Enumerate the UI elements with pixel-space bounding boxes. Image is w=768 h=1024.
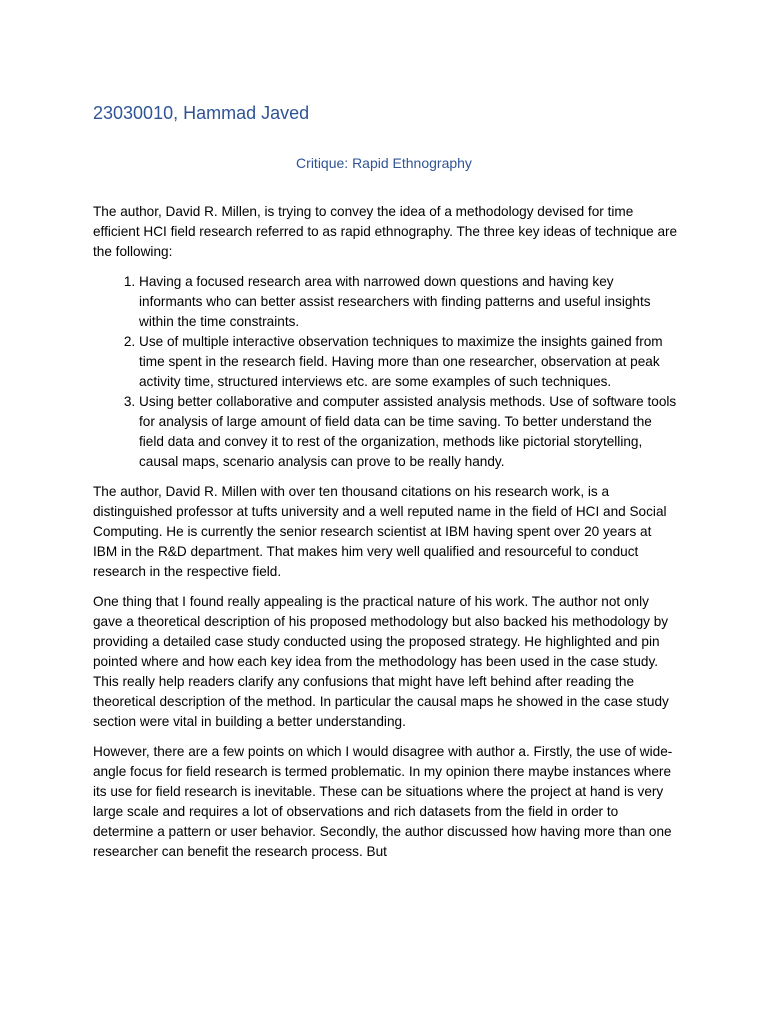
list-item: 1. Having a focused research area with narrowed down questions and having key informants who can better assist researchers with finding patterns and useful insights within the time constraints. <box>139 272 679 332</box>
list-item: 2. Use of multiple interactive observation techniques to maximize the insights gained from time spent in the research field. Having more than one researcher, observation at peak activity time, structured interviews etc. are some examples of such techniques. <box>139 332 679 392</box>
intro-paragraph: The author, David R. Millen, is trying to convey the idea of a methodology devised for time efficient HCI field research referred to as rapid ethnography. The three key ideas of technique are the following: <box>93 204 678 259</box>
key-ideas-list <box>93 272 679 472</box>
document-title: Critique: Rapid Ethnography <box>296 155 472 171</box>
appeal-paragraph: One thing that I found really appealing is the practical nature of his work. The author not only gave a theoretical description of his proposed methodology but also backed his methodology by providing a detailed case study conducted using the proposed strategy. He highlighted and pin pointed where and how each key idea from the methodology has been used in the case study. This really help readers clarify any confusions that might have left behind after reading the theoretical description of the method. In particular the causal maps he showed in the case study section were vital in building a better understanding. <box>93 594 669 729</box>
author-id-heading: 23030010, Hammad Javed <box>93 103 310 123</box>
document-body <box>93 202 679 872</box>
list-item: 3. Using better collaborative and computer assisted analysis methods. Use of software tools for analysis of large amount of field data can be time saving. To better understand the field data and convey it to rest of the organization, methods like pictorial storytelling, causal maps, scenario analysis can prove to be really handy. <box>139 392 679 472</box>
disagreement-paragraph: However, there are a few points on which I would disagree with author a. Firstly, the use of wide-angle focus for field research is termed problematic. In my opinion there maybe instances where its use for field research is inevitable. These can be situations where the project at hand is very large scale and requires a lot of observations and rich datasets from the field in order to determine a pattern or user behavior. Secondly, the author discussed how having more than one researcher can benefit the research process. But <box>93 744 673 859</box>
author-background-paragraph: The author, David R. Millen with over ten thousand citations on his research work, is a distinguished professor at tufts university and a well reputed name in the field of HCI and Social Computing. He is currently the senior research scientist at IBM having spent over 20 years at IBM in the R&D department. That makes him very well qualified and resourceful to conduct research in the respective field. <box>93 484 667 579</box>
